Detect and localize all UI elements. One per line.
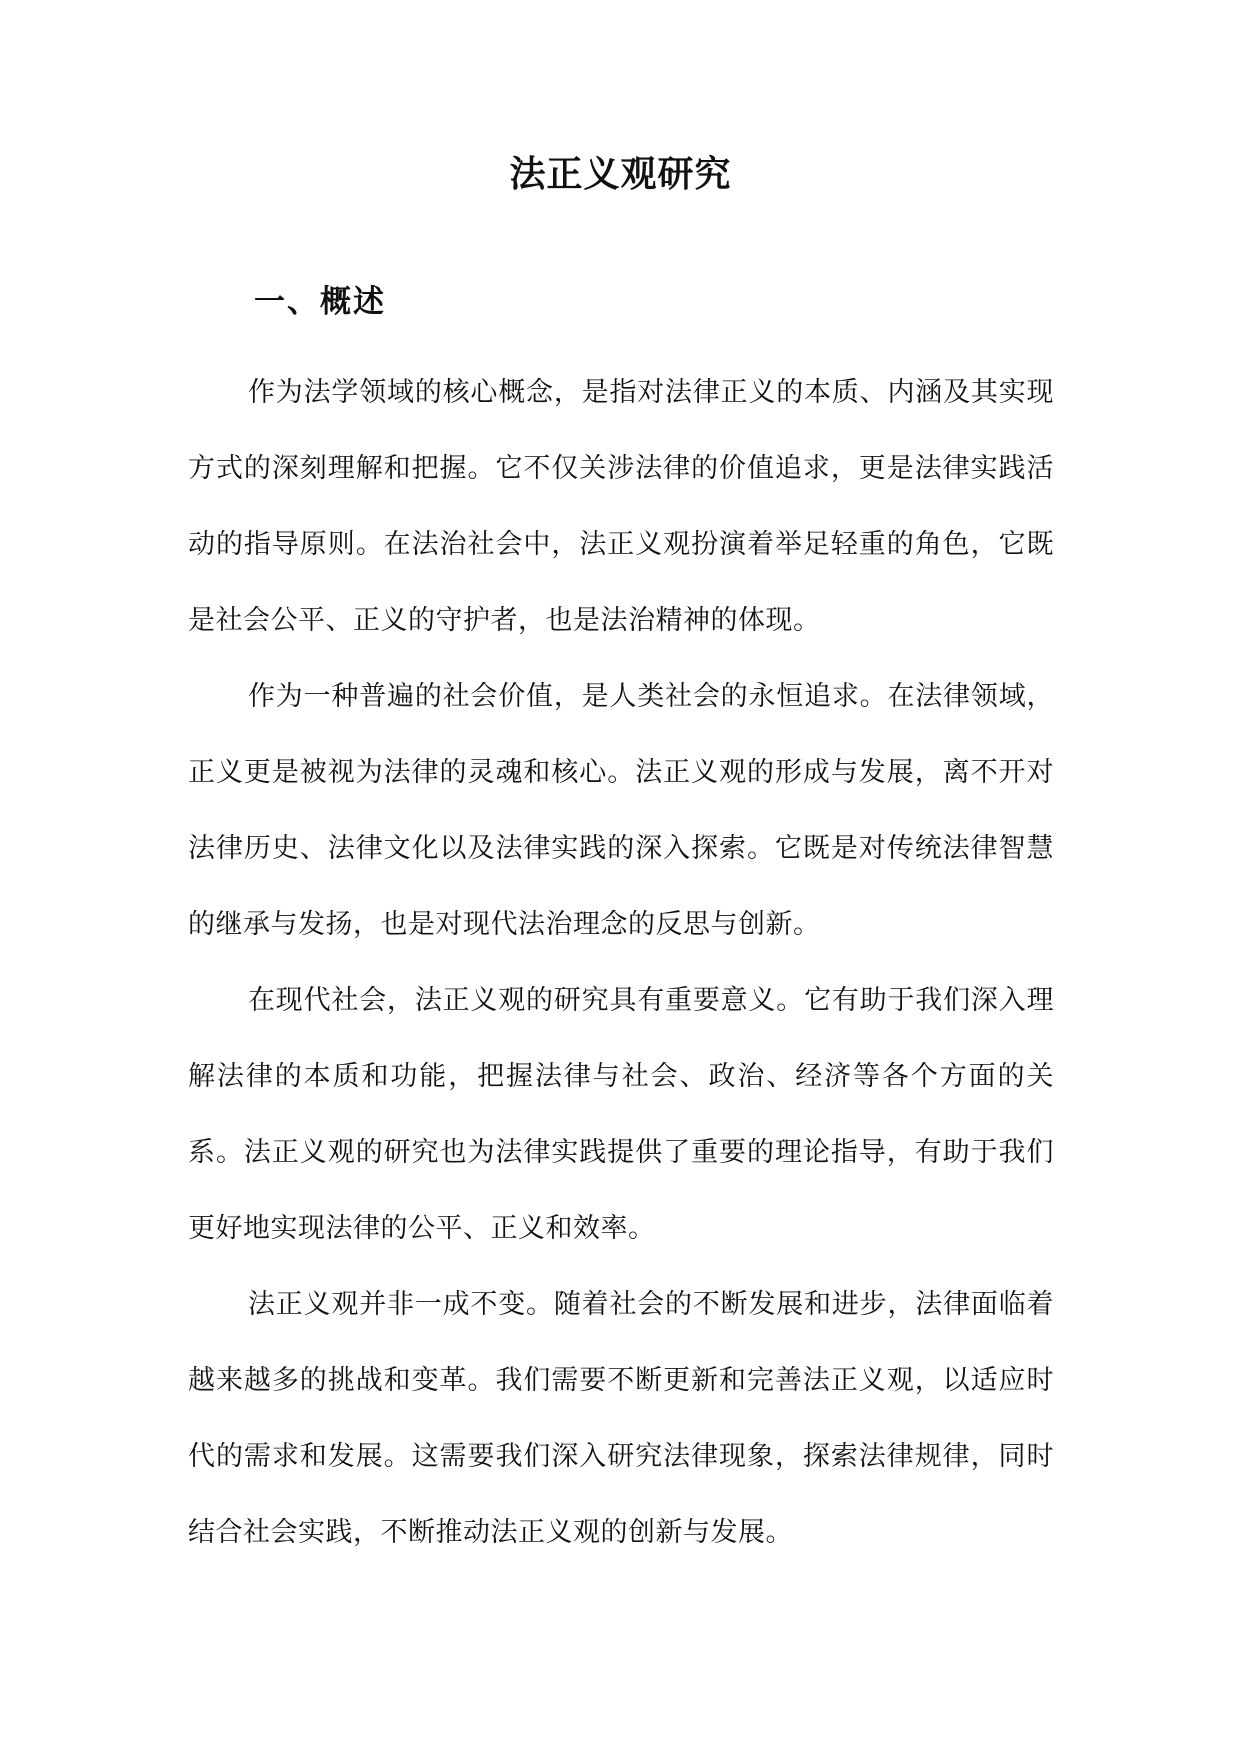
paragraph-3: 在现代社会，法正义观的研究具有重要意义。它有助于我们深入理解法律的本质和功能，把握法律与社会、政治、经济等各个方面的关系。法正义观的研究也为法律实践提供了重要的理论指导，有助于我们更好地实现法律的公平、正义和效率。: [188, 985, 1054, 1244]
paragraph-2: 作为一种普遍的社会价值，是人类社会的永恒追求。在法律领域，正义更是被视为法律的灵魂和核心。法正义观的形成与发展，离不开对法律历史、法律文化以及法律实践的深入探索。它既是对传统法律智慧的继承与发扬，也是对现代法治理念的反思与创新。: [188, 681, 1054, 940]
paragraph-4: 法正义观并非一成不变。随着社会的不断发展和进步，法律面临着越来越多的挑战和变革。我们需要不断更新和完善法正义观，以适应时代的需求和发展。这需要我们深入研究法律现象，探索法律规律，同时结合社会实践，不断推动法正义观的创新与发展。: [188, 1289, 1054, 1548]
body-text: [188, 355, 1054, 1571]
section-heading: 一、概述: [254, 284, 386, 320]
document-title: 法正义观研究: [509, 153, 732, 195]
paragraph-1: 作为法学领域的核心概念，是指对法律正义的本质、内涵及其实现方式的深刻理解和把握。它不仅关涉法律的价值追求，更是法律实践活动的指导原则。在法治社会中，法正义观扮演着举足轻重的角色，它既是社会公平、正义的守护者，也是法治精神的体现。: [188, 377, 1054, 636]
